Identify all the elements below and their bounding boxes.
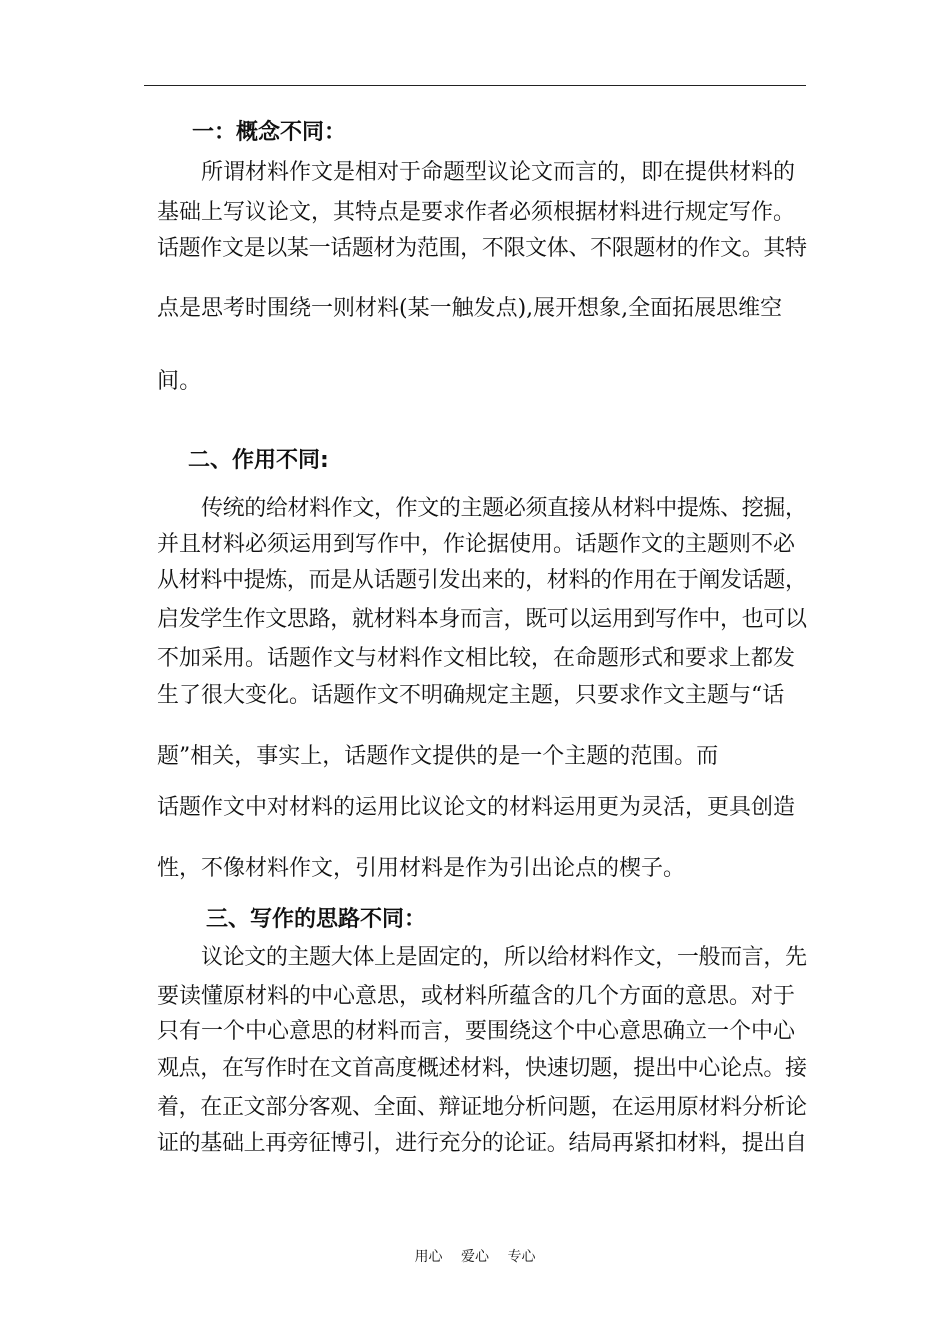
section-2-line-3: 从材料中提炼，而是从话题引发出来的，材料的作用在于阐发话题， [157, 568, 807, 593]
section-2-line-2: 并且材料必须运用到写作中，作论据使用。话题作文的主题则不必 [157, 532, 796, 557]
section-2-line-4: 启发学生作文思路，就材料本身而言，既可以运用到写作中，也可以 [157, 607, 807, 632]
section-1-line-4: 点是思考时围绕一则材料(某一触发点),展开想象,全面拓展思维空 [157, 296, 783, 321]
section-1-line-5: 间。 [157, 369, 202, 394]
section-3-line-6: 证的基础上再旁征博引，进行充分的论证。结局再紧扣材料，提出自 [157, 1131, 807, 1156]
section-3-line-5: 着，在正文部分客观、全面、辩证地分析问题，在运用原材料分析论 [157, 1095, 807, 1120]
section-1-line-2: 基础上写议论文，其特点是要求作者必须根据材料进行规定写作。 [157, 200, 796, 225]
section-1-line-3: 话题作文是以某一话题材为范围，不限文体、不限题材的作文。其特 [157, 236, 807, 261]
section-2-line-7: 题”相关，事实上，话题作文提供的是一个主题的范围。而 [157, 744, 719, 769]
section-3-heading: 三、写作的思路不同： [206, 907, 427, 932]
section-3-line-3: 只有一个中心意思的材料而言，要围绕这个中心意思确立一个中心 [157, 1019, 796, 1044]
section-1-heading: 一：概念不同： [192, 120, 347, 145]
section-3-line-2: 要读懂原材料的中心意思，或材料所蕴含的几个方面的意思。对于 [157, 984, 796, 1009]
header-rule [144, 85, 806, 86]
section-1-line-1: 所谓材料作文是相对于命题型议论文而言的，即在提供材料的 [201, 160, 796, 185]
section-3-line-1: 议论文的主题大体上是固定的，所以给材料作文，一般而言，先 [201, 945, 807, 970]
page-footer: 用心 爱心 专心 [414, 1249, 536, 1265]
section-2-heading: 二、作用不同: [188, 448, 329, 473]
section-3-line-4: 观点，在写作时在文首高度概述材料，快速切题，提出中心论点。接 [157, 1056, 807, 1081]
section-2-line-1: 传统的给材料作文，作文的主题必须直接从材料中提炼、挖掘， [201, 496, 807, 521]
section-2-line-6: 生了很大变化。话题作文不明确规定主题，只要求作文主题与“话 [157, 683, 785, 708]
section-2-line-9: 性，不像材料作文，引用材料是作为引出论点的楔子。 [157, 856, 686, 881]
section-2-line-8: 话题作文中对材料的运用比议论文的材料运用更为灵活，更具创造 [157, 795, 796, 820]
section-2-line-5: 不加采用。话题作文与材料作文相比较，在命题形式和要求上都发 [157, 646, 796, 671]
